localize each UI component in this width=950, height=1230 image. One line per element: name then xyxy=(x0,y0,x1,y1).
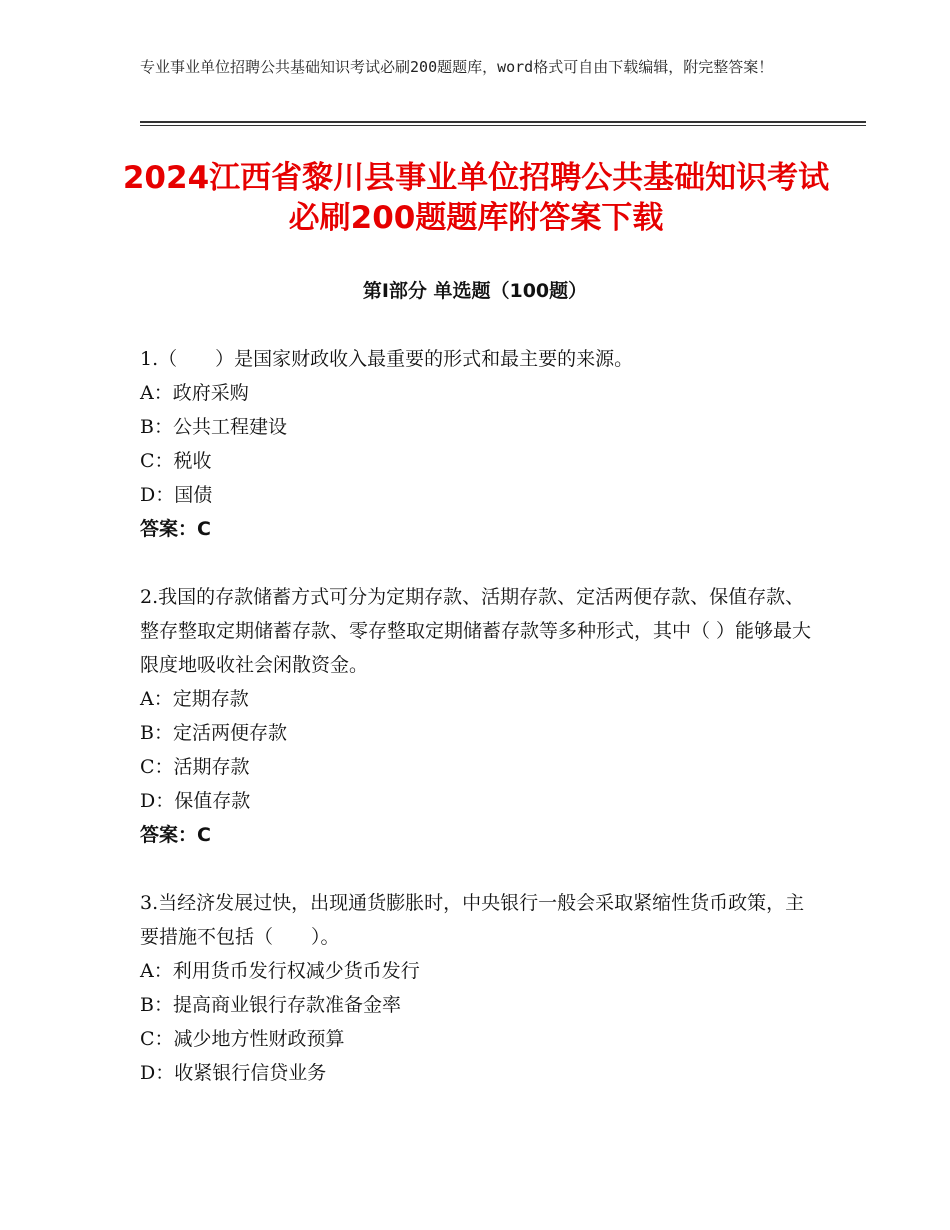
option-b: B：定活两便存款 xyxy=(140,722,287,744)
answer-line: 答案：C xyxy=(140,824,211,846)
option-d: D：国债 xyxy=(140,484,213,506)
question-stem: 2.我国的存款储蓄方式可分为定期存款、活期存款、定活两便存款、保值存款、整存整取定期储蓄存款、零存整取定期储蓄存款等多种形式，其中（ ）能够最大限度地吸收社会闲散资金。 xyxy=(140,586,812,676)
answer-line: 答案：C xyxy=(140,518,211,540)
question-1 xyxy=(140,342,820,546)
question-3 xyxy=(140,886,820,1090)
question-2 xyxy=(140,580,820,852)
question-stem: 1.（ ）是国家财政收入最重要的形式和最主要的来源。 xyxy=(140,348,634,370)
section-heading: 第Ⅰ部分 单选题（100题） xyxy=(362,280,588,302)
header-divider-thin xyxy=(140,125,866,126)
document-title: 2024江西省黎川县事业单位招聘公共基础知识考试必刷200题题库附答案下载 xyxy=(122,160,830,236)
question-stem: 3.当经济发展过快，出现通货膨胀时，中央银行一般会采取紧缩性货币政策，主要措施不包括（ ）。 xyxy=(140,892,805,948)
header-divider-thick xyxy=(140,121,866,123)
option-d: D：收紧银行信贷业务 xyxy=(140,1062,327,1084)
question-list xyxy=(140,342,820,1124)
option-b: B：提高商业银行存款准备金率 xyxy=(140,994,401,1016)
header-note: 专业事业单位招聘公共基础知识考试必刷200题题库，word格式可自由下载编辑，附完整答案！ xyxy=(140,58,774,76)
option-a: A：政府采购 xyxy=(140,382,249,404)
option-c: C：税收 xyxy=(140,450,212,472)
option-a: A：利用货币发行权减少货币发行 xyxy=(140,960,420,982)
option-b: B：公共工程建设 xyxy=(140,416,287,438)
option-c: C：活期存款 xyxy=(140,756,250,778)
option-a: A：定期存款 xyxy=(140,688,249,710)
option-c: C：减少地方性财政预算 xyxy=(140,1028,345,1050)
option-d: D：保值存款 xyxy=(140,790,251,812)
